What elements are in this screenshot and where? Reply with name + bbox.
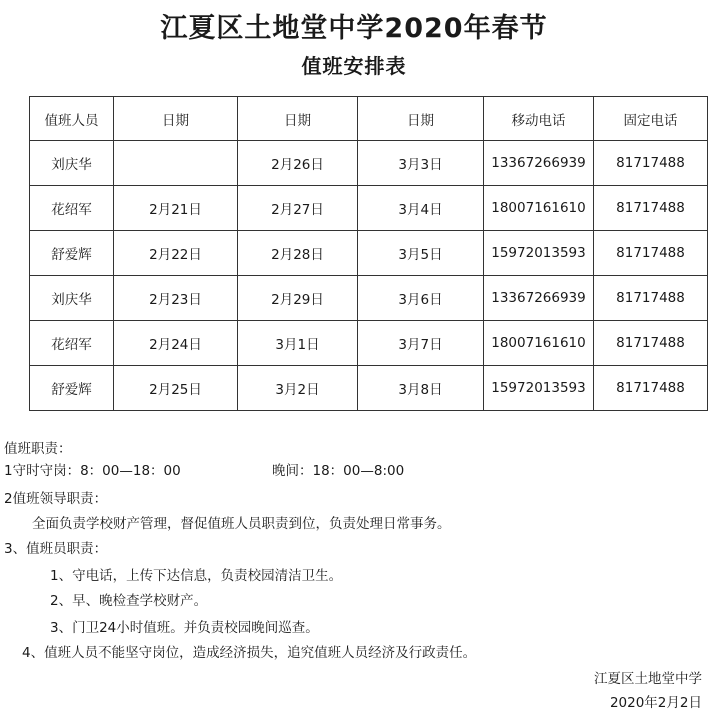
- notes-item-3-sub-2: 2、早、晚检查学校财产。: [50, 593, 208, 609]
- cell-landline: 81717488: [594, 276, 708, 321]
- cell-date-3: 3月5日: [358, 231, 484, 276]
- cell-date-3: 3月8日: [358, 366, 484, 411]
- notes-item-3-heading: 3、值班员职责：: [4, 541, 108, 557]
- signature-date: 2020年2月2日: [609, 695, 702, 711]
- signature-org: 江夏区土地堂中学: [594, 671, 702, 687]
- cell-date-1: 2月22日: [114, 231, 238, 276]
- document-subtitle: 值班安排表: [301, 54, 407, 78]
- cell-landline: 81717488: [594, 366, 708, 411]
- cell-landline: 81717488: [594, 321, 708, 366]
- cell-mobile: 18007161610: [484, 321, 594, 366]
- cell-landline: 81717488: [594, 231, 708, 276]
- cell-date-2: 2月28日: [238, 231, 358, 276]
- cell-staff: 刘庆华: [30, 141, 114, 186]
- notes-item-2-heading: 2值班领导职责：: [4, 491, 108, 507]
- notes-item-1-night: 晚间：18：00—8:00: [272, 463, 405, 479]
- cell-date-2: 3月1日: [238, 321, 358, 366]
- cell-landline: 81717488: [594, 141, 708, 186]
- cell-staff: 刘庆华: [30, 276, 114, 321]
- header-cell-mobile: 移动电话: [484, 97, 594, 141]
- cell-date-2: 2月26日: [238, 141, 358, 186]
- cell-date-2: 3月2日: [238, 366, 358, 411]
- cell-mobile: 15972013593: [484, 366, 594, 411]
- notes-heading: 值班职责：: [4, 441, 72, 457]
- cell-date-3: 3月3日: [358, 141, 484, 186]
- notes-item-3-sub-1: 1、守电话，上传下达信息，负责校园清洁卫生。: [50, 568, 343, 584]
- cell-staff: 花绍军: [30, 186, 114, 231]
- cell-landline: 81717488: [594, 186, 708, 231]
- cell-date-1: 2月21日: [114, 186, 238, 231]
- header-cell-staff: 值班人员: [30, 97, 114, 141]
- cell-mobile: 15972013593: [484, 231, 594, 276]
- header-cell-date-2: 日期: [238, 97, 358, 141]
- cell-mobile: 18007161610: [484, 186, 594, 231]
- cell-date-2: 2月27日: [238, 186, 358, 231]
- cell-mobile: 13367266939: [484, 276, 594, 321]
- notes-item-4: 4、值班人员不能坚守岗位，造成经济损失，追究值班人员经济及行政责任。: [22, 645, 477, 661]
- cell-staff: 舒爱辉: [30, 366, 114, 411]
- notes-item-1: 1守时守岗：8：00—18：00: [4, 463, 181, 479]
- cell-date-1: 2月24日: [114, 321, 238, 366]
- cell-date-3: 3月6日: [358, 276, 484, 321]
- cell-date-1: 2月25日: [114, 366, 238, 411]
- cell-staff: 花绍军: [30, 321, 114, 366]
- header-cell-date-1: 日期: [114, 97, 238, 141]
- document-title: 江夏区土地堂中学2020年春节: [160, 13, 548, 44]
- cell-date-1: 2月23日: [114, 276, 238, 321]
- notes-item-3-sub-3: 3、门卫24小时值班。并负责校园晚间巡查。: [50, 620, 319, 636]
- header-cell-landline: 固定电话: [594, 97, 708, 141]
- cell-staff: 舒爱辉: [30, 231, 114, 276]
- header-cell-date-3: 日期: [358, 97, 484, 141]
- cell-mobile: 13367266939: [484, 141, 594, 186]
- cell-date-3: 3月4日: [358, 186, 484, 231]
- cell-date-3: 3月7日: [358, 321, 484, 366]
- cell-date-2: 2月29日: [238, 276, 358, 321]
- notes-item-2-text: 全面负责学校财产管理，督促值班人员职责到位，负责处理日常事务。: [32, 516, 451, 532]
